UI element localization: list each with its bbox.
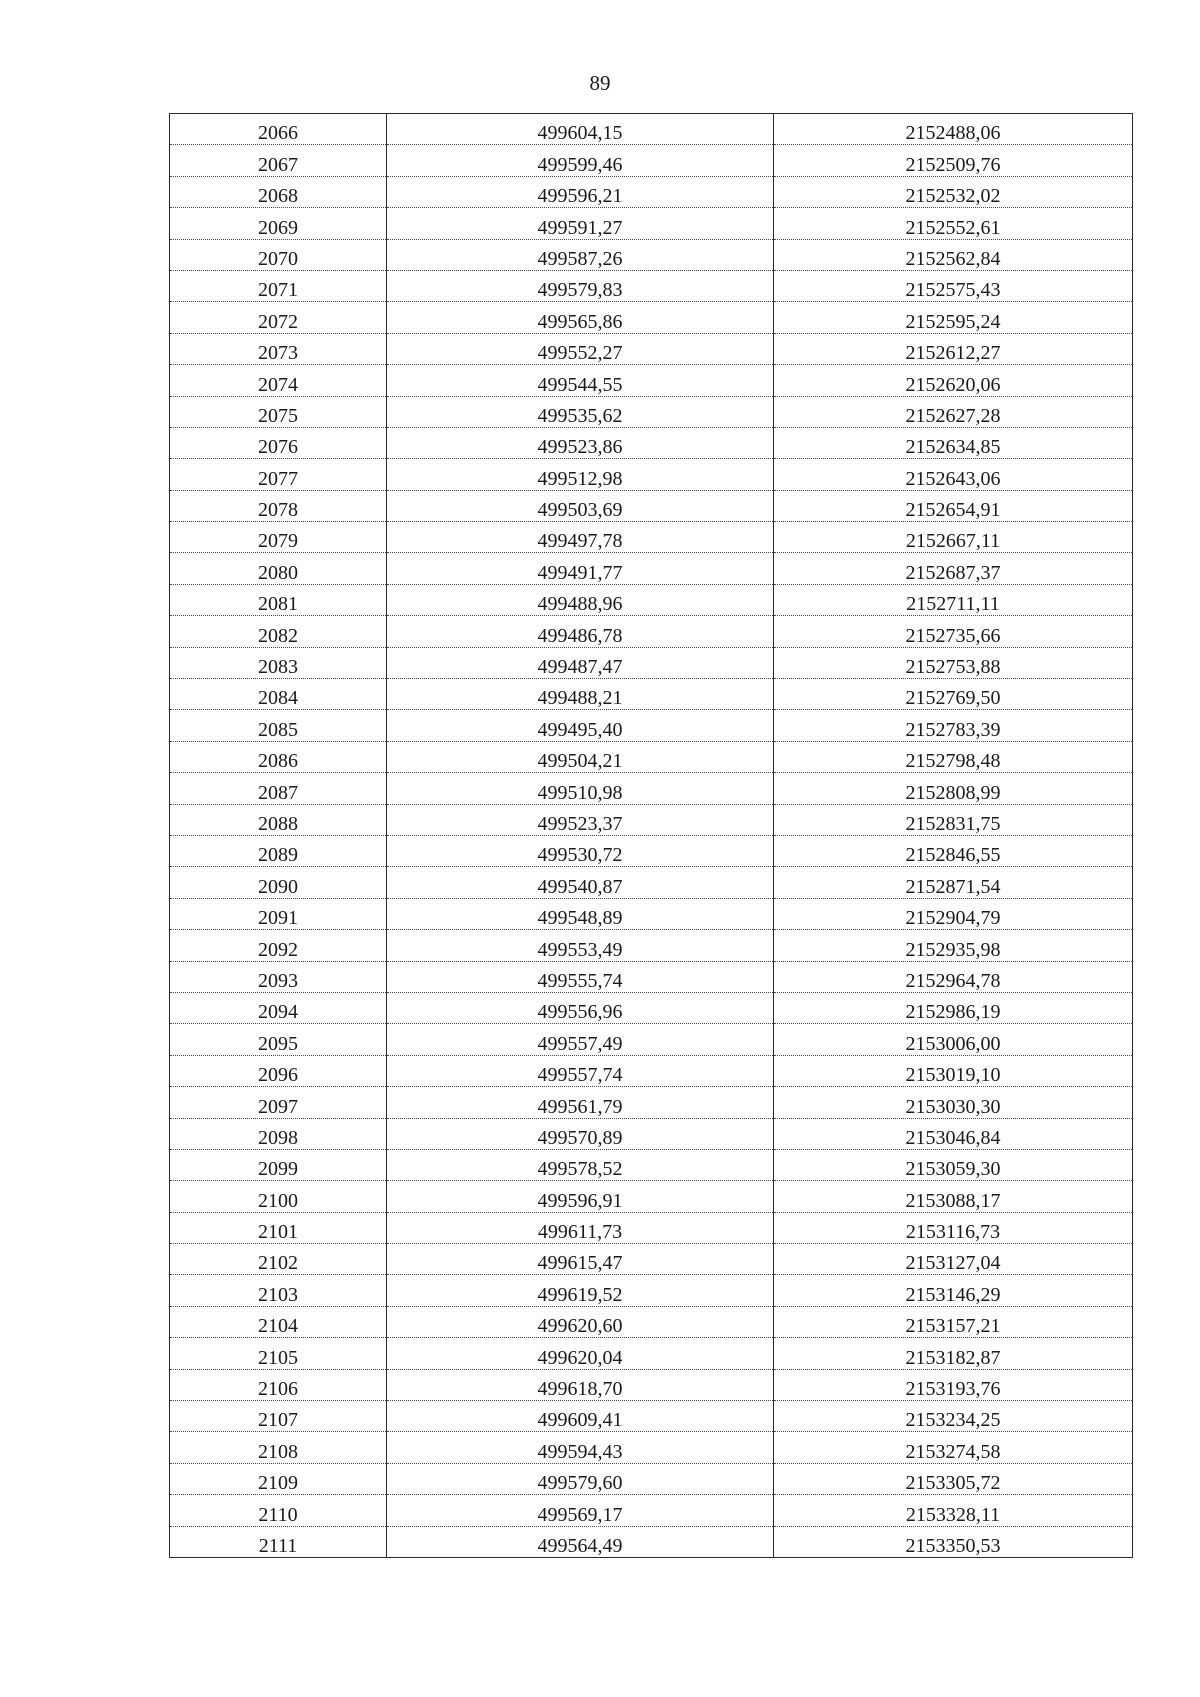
x-coordinate-cell: 499620,04 (387, 1338, 774, 1369)
y-coordinate-cell: 2152964,78 (774, 961, 1133, 992)
point-number-cell: 2090 (170, 867, 387, 898)
table-row (170, 1024, 1133, 1055)
x-coordinate-cell: 499548,89 (387, 898, 774, 929)
y-coordinate-cell: 2152562,84 (774, 239, 1133, 270)
table-row (170, 396, 1133, 427)
y-coordinate-cell: 2152552,61 (774, 208, 1133, 239)
x-coordinate-cell: 499503,69 (387, 490, 774, 521)
y-coordinate-cell: 2153059,30 (774, 1149, 1133, 1180)
table-row (170, 773, 1133, 804)
point-number-cell: 2082 (170, 616, 387, 647)
table-row (170, 1087, 1133, 1118)
point-number-cell: 2092 (170, 930, 387, 961)
y-coordinate-cell: 2152488,06 (774, 114, 1133, 145)
y-coordinate-cell: 2153274,58 (774, 1432, 1133, 1463)
y-coordinate-cell: 2152711,11 (774, 584, 1133, 615)
table-row (170, 490, 1133, 521)
table-row (170, 427, 1133, 458)
point-number-cell: 2097 (170, 1087, 387, 1118)
y-coordinate-cell: 2153182,87 (774, 1338, 1133, 1369)
point-number-cell: 2066 (170, 114, 387, 145)
y-coordinate-cell: 2153193,76 (774, 1369, 1133, 1400)
y-coordinate-cell: 2152643,06 (774, 459, 1133, 490)
table-row (170, 992, 1133, 1023)
x-coordinate-cell: 499487,47 (387, 647, 774, 678)
y-coordinate-cell: 2152783,39 (774, 710, 1133, 741)
table-row (170, 804, 1133, 835)
table-row (170, 835, 1133, 866)
point-number-cell: 2099 (170, 1149, 387, 1180)
table-row (170, 553, 1133, 584)
y-coordinate-cell: 2153046,84 (774, 1118, 1133, 1149)
x-coordinate-cell: 499504,21 (387, 741, 774, 772)
table-row (170, 741, 1133, 772)
y-coordinate-cell: 2152846,55 (774, 835, 1133, 866)
point-number-cell: 2108 (170, 1432, 387, 1463)
point-number-cell: 2071 (170, 270, 387, 301)
x-coordinate-cell: 499564,49 (387, 1526, 774, 1557)
point-number-cell: 2084 (170, 679, 387, 710)
coordinates-table (169, 113, 1133, 1558)
y-coordinate-cell: 2153305,72 (774, 1463, 1133, 1494)
point-number-cell: 2072 (170, 302, 387, 333)
point-number-cell: 2091 (170, 898, 387, 929)
y-coordinate-cell: 2152667,11 (774, 522, 1133, 553)
table-row (170, 1212, 1133, 1243)
x-coordinate-cell: 499523,37 (387, 804, 774, 835)
y-coordinate-cell: 2152871,54 (774, 867, 1133, 898)
point-number-cell: 2085 (170, 710, 387, 741)
x-coordinate-cell: 499587,26 (387, 239, 774, 270)
y-coordinate-cell: 2152808,99 (774, 773, 1133, 804)
table-row (170, 1338, 1133, 1369)
y-coordinate-cell: 2152634,85 (774, 427, 1133, 458)
point-number-cell: 2110 (170, 1495, 387, 1526)
point-number-cell: 2103 (170, 1275, 387, 1306)
point-number-cell: 2088 (170, 804, 387, 835)
point-number-cell: 2083 (170, 647, 387, 678)
table-row (170, 1275, 1133, 1306)
table-row (170, 930, 1133, 961)
table-row (170, 145, 1133, 176)
x-coordinate-cell: 499619,52 (387, 1275, 774, 1306)
coordinates-table-body (170, 114, 1133, 1558)
x-coordinate-cell: 499497,78 (387, 522, 774, 553)
table-row (170, 1495, 1133, 1526)
y-coordinate-cell: 2153328,11 (774, 1495, 1133, 1526)
point-number-cell: 2104 (170, 1306, 387, 1337)
page-number: 89 (589, 71, 611, 95)
x-coordinate-cell: 499579,60 (387, 1463, 774, 1494)
y-coordinate-cell: 2153006,00 (774, 1024, 1133, 1055)
point-number-cell: 2077 (170, 459, 387, 490)
y-coordinate-cell: 2152575,43 (774, 270, 1133, 301)
x-coordinate-cell: 499512,98 (387, 459, 774, 490)
y-coordinate-cell: 2153088,17 (774, 1181, 1133, 1212)
x-coordinate-cell: 499596,91 (387, 1181, 774, 1212)
x-coordinate-cell: 499540,87 (387, 867, 774, 898)
x-coordinate-cell: 499557,49 (387, 1024, 774, 1055)
y-coordinate-cell: 2152769,50 (774, 679, 1133, 710)
point-number-cell: 2068 (170, 176, 387, 207)
x-coordinate-cell: 499552,27 (387, 333, 774, 364)
point-number-cell: 2106 (170, 1369, 387, 1400)
point-number-cell: 2081 (170, 584, 387, 615)
point-number-cell: 2098 (170, 1118, 387, 1149)
point-number-cell: 2096 (170, 1055, 387, 1086)
x-coordinate-cell: 499488,96 (387, 584, 774, 615)
table-row (170, 176, 1133, 207)
table-row (170, 1526, 1133, 1557)
point-number-cell: 2109 (170, 1463, 387, 1494)
y-coordinate-cell: 2153030,30 (774, 1087, 1133, 1118)
point-number-cell: 2093 (170, 961, 387, 992)
point-number-cell: 2075 (170, 396, 387, 427)
x-coordinate-cell: 499523,86 (387, 427, 774, 458)
table-row (170, 1055, 1133, 1086)
y-coordinate-cell: 2152735,66 (774, 616, 1133, 647)
x-coordinate-cell: 499599,46 (387, 145, 774, 176)
point-number-cell: 2080 (170, 553, 387, 584)
x-coordinate-cell: 499611,73 (387, 1212, 774, 1243)
x-coordinate-cell: 499544,55 (387, 365, 774, 396)
y-coordinate-cell: 2153234,25 (774, 1401, 1133, 1432)
point-number-cell: 2069 (170, 208, 387, 239)
table-row (170, 1181, 1133, 1212)
table-row (170, 1244, 1133, 1275)
table-row (170, 961, 1133, 992)
table-row (170, 867, 1133, 898)
x-coordinate-cell: 499488,21 (387, 679, 774, 710)
y-coordinate-cell: 2152620,06 (774, 365, 1133, 396)
table-row (170, 1306, 1133, 1337)
x-coordinate-cell: 499557,74 (387, 1055, 774, 1086)
y-coordinate-cell: 2152509,76 (774, 145, 1133, 176)
point-number-cell: 2074 (170, 365, 387, 396)
table-row (170, 710, 1133, 741)
x-coordinate-cell: 499553,49 (387, 930, 774, 961)
y-coordinate-cell: 2152753,88 (774, 647, 1133, 678)
table-row (170, 616, 1133, 647)
x-coordinate-cell: 499556,96 (387, 992, 774, 1023)
x-coordinate-cell: 499618,70 (387, 1369, 774, 1400)
x-coordinate-cell: 499578,52 (387, 1149, 774, 1180)
point-number-cell: 2107 (170, 1401, 387, 1432)
point-number-cell: 2087 (170, 773, 387, 804)
y-coordinate-cell: 2152627,28 (774, 396, 1133, 427)
x-coordinate-cell: 499569,17 (387, 1495, 774, 1526)
table-row (170, 647, 1133, 678)
y-coordinate-cell: 2152532,02 (774, 176, 1133, 207)
y-coordinate-cell: 2153127,04 (774, 1244, 1133, 1275)
point-number-cell: 2100 (170, 1181, 387, 1212)
point-number-cell: 2101 (170, 1212, 387, 1243)
point-number-cell: 2089 (170, 835, 387, 866)
point-number-cell: 2078 (170, 490, 387, 521)
x-coordinate-cell: 499579,83 (387, 270, 774, 301)
point-number-cell: 2111 (170, 1526, 387, 1557)
x-coordinate-cell: 499510,98 (387, 773, 774, 804)
point-number-cell: 2095 (170, 1024, 387, 1055)
point-number-cell: 2079 (170, 522, 387, 553)
table-row (170, 1369, 1133, 1400)
table-row (170, 239, 1133, 270)
point-number-cell: 2086 (170, 741, 387, 772)
y-coordinate-cell: 2152595,24 (774, 302, 1133, 333)
x-coordinate-cell: 499565,86 (387, 302, 774, 333)
x-coordinate-cell: 499570,89 (387, 1118, 774, 1149)
y-coordinate-cell: 2152935,98 (774, 930, 1133, 961)
x-coordinate-cell: 499604,15 (387, 114, 774, 145)
y-coordinate-cell: 2153157,21 (774, 1306, 1133, 1337)
table-row (170, 898, 1133, 929)
x-coordinate-cell: 499555,74 (387, 961, 774, 992)
y-coordinate-cell: 2152831,75 (774, 804, 1133, 835)
y-coordinate-cell: 2153019,10 (774, 1055, 1133, 1086)
x-coordinate-cell: 499561,79 (387, 1087, 774, 1118)
table-row (170, 1432, 1133, 1463)
table-row (170, 1118, 1133, 1149)
point-number-cell: 2076 (170, 427, 387, 458)
x-coordinate-cell: 499594,43 (387, 1432, 774, 1463)
y-coordinate-cell: 2152687,37 (774, 553, 1133, 584)
x-coordinate-cell: 499535,62 (387, 396, 774, 427)
point-number-cell: 2102 (170, 1244, 387, 1275)
table-row (170, 1401, 1133, 1432)
y-coordinate-cell: 2153350,53 (774, 1526, 1133, 1557)
table-row (170, 1149, 1133, 1180)
table-row (170, 522, 1133, 553)
table-row (170, 584, 1133, 615)
point-number-cell: 2105 (170, 1338, 387, 1369)
x-coordinate-cell: 499596,21 (387, 176, 774, 207)
y-coordinate-cell: 2152612,27 (774, 333, 1133, 364)
x-coordinate-cell: 499530,72 (387, 835, 774, 866)
y-coordinate-cell: 2152986,19 (774, 992, 1133, 1023)
x-coordinate-cell: 499609,41 (387, 1401, 774, 1432)
y-coordinate-cell: 2153116,73 (774, 1212, 1133, 1243)
y-coordinate-cell: 2152654,91 (774, 490, 1133, 521)
point-number-cell: 2073 (170, 333, 387, 364)
point-number-cell: 2070 (170, 239, 387, 270)
table-row (170, 365, 1133, 396)
table-row (170, 270, 1133, 301)
x-coordinate-cell: 499615,47 (387, 1244, 774, 1275)
table-row (170, 114, 1133, 145)
point-number-cell: 2094 (170, 992, 387, 1023)
y-coordinate-cell: 2153146,29 (774, 1275, 1133, 1306)
y-coordinate-cell: 2152798,48 (774, 741, 1133, 772)
x-coordinate-cell: 499591,27 (387, 208, 774, 239)
table-row (170, 208, 1133, 239)
x-coordinate-cell: 499491,77 (387, 553, 774, 584)
x-coordinate-cell: 499495,40 (387, 710, 774, 741)
table-row (170, 333, 1133, 364)
x-coordinate-cell: 499620,60 (387, 1306, 774, 1337)
x-coordinate-cell: 499486,78 (387, 616, 774, 647)
table-row (170, 459, 1133, 490)
point-number-cell: 2067 (170, 145, 387, 176)
table-row (170, 302, 1133, 333)
table-row (170, 1463, 1133, 1494)
y-coordinate-cell: 2152904,79 (774, 898, 1133, 929)
table-row (170, 679, 1133, 710)
